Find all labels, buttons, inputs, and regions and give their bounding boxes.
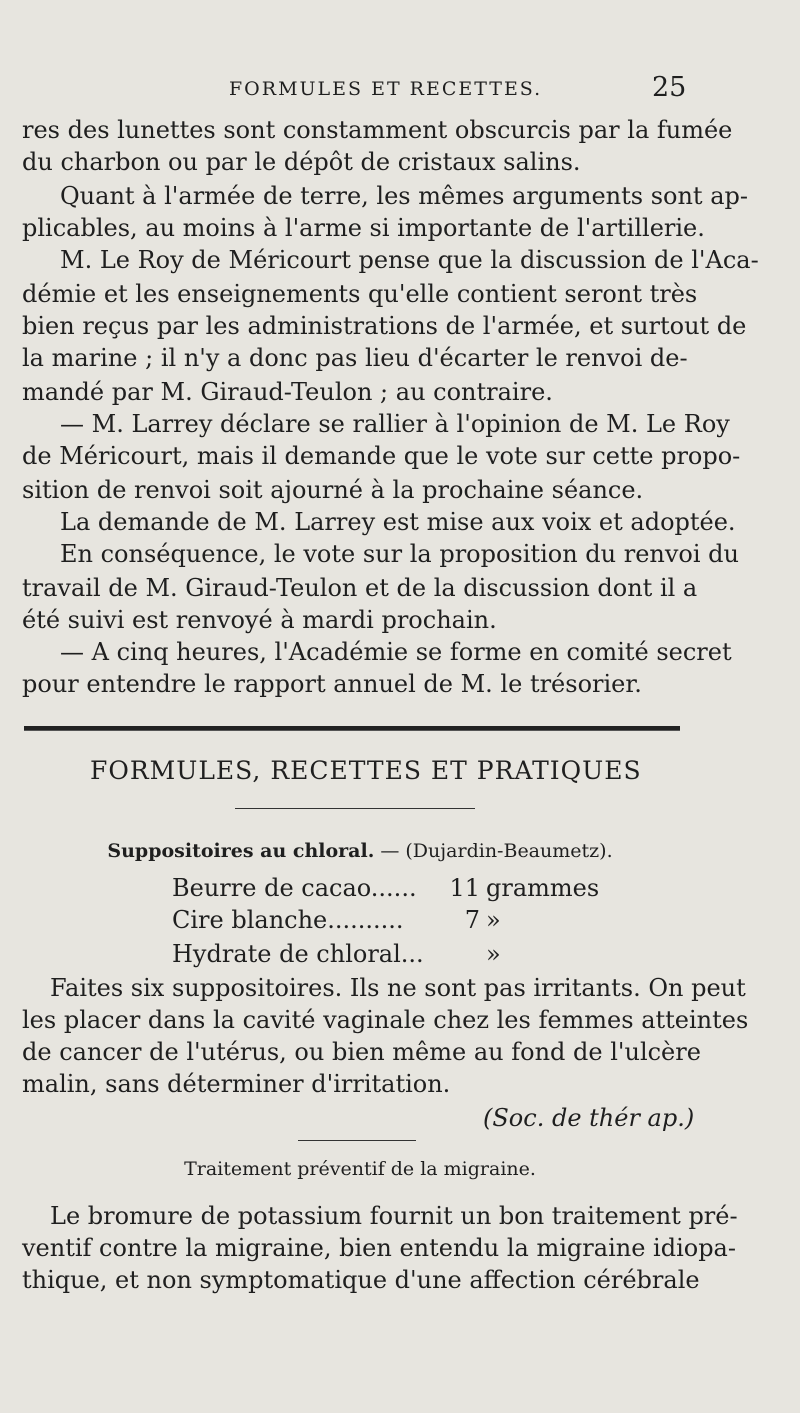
body-line: res des lunettes sont constamment obscurcis par la fumée: [22, 116, 733, 144]
body-line: travail de M. Giraud-Teulon et de la discussion dont il a: [22, 574, 698, 602]
body-line: bien reçus par les administrations de l'armée, et surtout de: [22, 312, 747, 340]
paragraph-line: ventif contre la migraine, bien entendu la migraine idiopa-: [22, 1234, 736, 1262]
ingredient-unit: »: [486, 906, 501, 934]
section-divider: [24, 726, 680, 731]
recipe-name: Suppositoires au chloral.: [107, 840, 375, 862]
recipe-source: — (Dujardin-Beaumetz).: [380, 840, 613, 862]
body-line: pour entendre le rapport annuel de M. le trésorier.: [22, 670, 642, 698]
body-line: été suivi est renvoyé à mardi prochain.: [22, 606, 497, 634]
recipe-heading: [100, 840, 620, 862]
ingredient-unit: »: [486, 940, 501, 968]
ingredient-qty: 7: [464, 906, 480, 934]
ingredient-row: [172, 872, 599, 904]
body-line: La demande de M. Larrey est mise aux voix et adoptée.: [60, 508, 736, 536]
paragraph-line: les placer dans la cavité vaginale chez les femmes atteintes: [22, 1006, 749, 1034]
body-line: Quant à l'armée de terre, les mêmes arguments sont ap-: [60, 182, 748, 210]
short-divider: [298, 1140, 416, 1141]
paragraph-line: de cancer de l'utérus, ou bien même au fond de l'ulcère: [22, 1038, 701, 1066]
ingredient-row: [172, 938, 501, 970]
ingredient-qty: 11: [449, 874, 480, 902]
running-title: FORMULES ET RECETTES.: [229, 78, 543, 100]
subheading: Traitement préventif de la migraine.: [184, 1158, 536, 1180]
page-header: [0, 72, 800, 108]
body-line: plicables, au moins à l'arme si importante de l'artillerie.: [22, 214, 705, 242]
page-number: 25: [652, 72, 687, 103]
body-line: démie et les enseignements qu'elle contient seront très: [22, 280, 698, 308]
ingredient-name: Hydrate de chloral...: [172, 940, 424, 968]
body-line: de Méricourt, mais il demande que le vote sur cette propo-: [22, 442, 741, 470]
body-line: sition de renvoi soit ajourné à la prochaine séance.: [22, 476, 644, 504]
title-rule: [235, 808, 475, 809]
paragraph-line: thique, et non symptomatique d'une affection cérébrale: [22, 1266, 700, 1294]
ingredient-unit: grammes: [486, 874, 600, 902]
body-line: M. Le Roy de Méricourt pense que la discussion de l'Aca-: [60, 246, 759, 274]
body-line: la marine ; il n'y a donc pas lieu d'écarter le renvoi de-: [22, 344, 688, 372]
body-line: En conséquence, le vote sur la proposition du renvoi du: [60, 540, 739, 568]
body-line: du charbon ou par le dépôt de cristaux salins.: [22, 148, 581, 176]
attribution: (Soc. de thér ap.): [483, 1104, 695, 1132]
section-title: FORMULES, RECETTES ET PRATIQUES: [90, 756, 642, 785]
paragraph-line: malin, sans déterminer d'irritation.: [22, 1070, 451, 1098]
ingredient-name: Beurre de cacao......: [172, 874, 417, 902]
body-line: — A cinq heures, l'Académie se forme en comité secret: [60, 638, 732, 666]
ingredient-name: Cire blanche..........: [172, 906, 404, 934]
body-line: mandé par M. Giraud-Teulon ; au contraire.: [22, 378, 553, 406]
ingredient-row: [172, 904, 501, 936]
paragraph-line: Le bromure de potassium fournit un bon traitement pré-: [50, 1202, 738, 1230]
body-line: — M. Larrey déclare se rallier à l'opinion de M. Le Roy: [60, 410, 730, 438]
paragraph-line: Faites six suppositoires. Ils ne sont pas irritants. On peut: [50, 974, 746, 1002]
